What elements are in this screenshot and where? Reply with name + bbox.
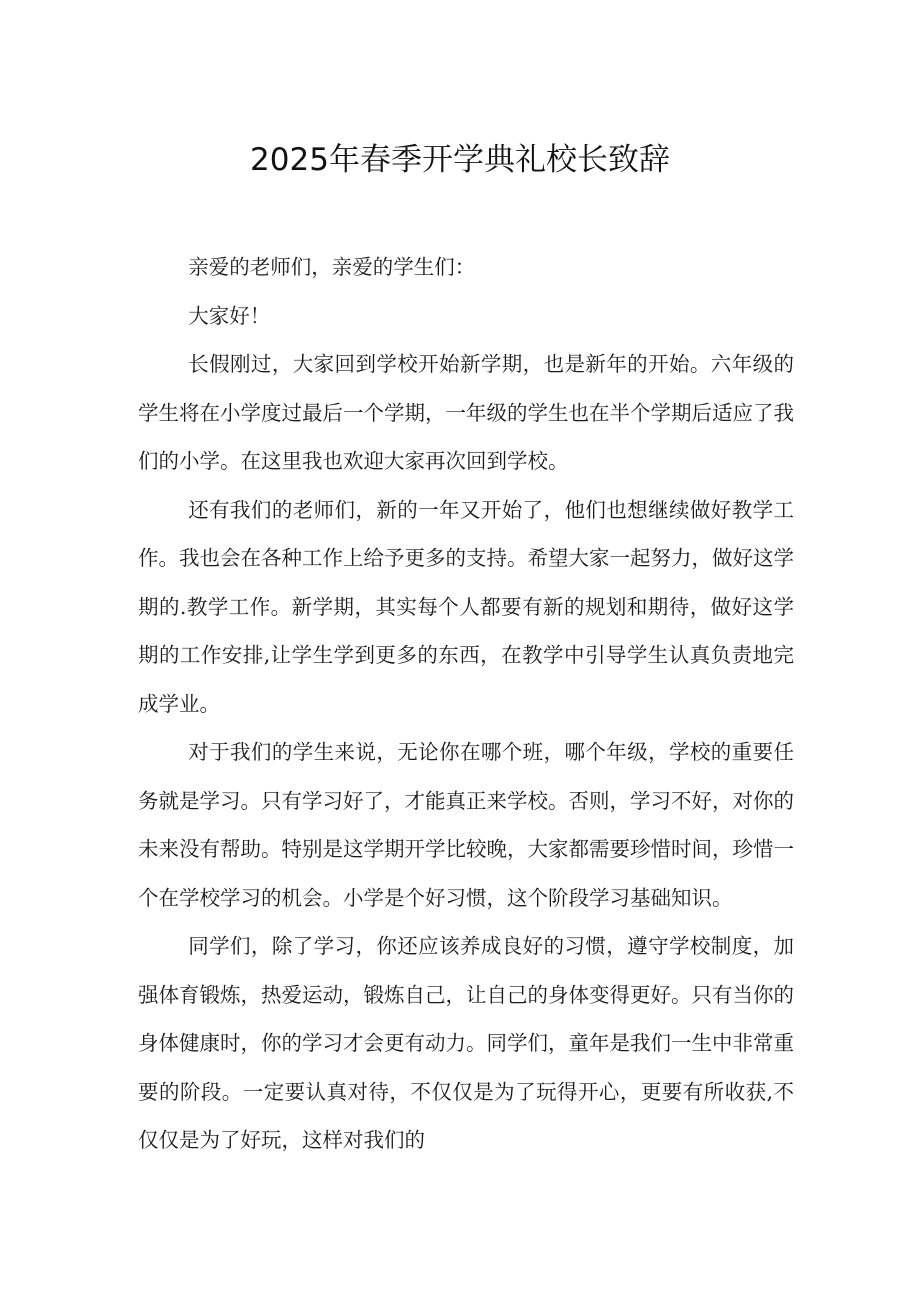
body-paragraph: 同学们，除了学习，你还应该养成良好的习惯，遵守学校制度，加强体育锻炼，热爱运动，锻炼自己，让自己的身体变得更好。只有当你的身体健康时，你的学习才会更有动力。同学们，童年是我们一生中非常重要的阶段。一定要认真对待，不仅仅是为了玩得开心，更要有所收获,不仅仅是为了好玩，这样对我们的 <box>138 934 794 1152</box>
document-body <box>138 243 794 1165</box>
body-paragraph: 还有我们的老师们，新的一年又开始了，他们也想继续做好教学工作。我也会在各种工作上给予更多的支持。希望大家一起努力，做好这学期的.教学工作。新学期，其实每个人都要有新的规划和期待，做好这学期的工作安排,让学生学到更多的东西，在教学中引导学生认真负责地完成学业。 <box>138 497 794 716</box>
salutation: 亲爱的老师们，亲爱的学生们： <box>188 255 476 279</box>
body-paragraph: 长假刚过，大家回到学校开始新学期，也是新年的开始。六年级的学生将在小学度过最后一个学期，一年级的学生也在半个学期后适应了我们的小学。在这里我也欢迎大家再次回到学校。 <box>138 352 794 473</box>
document-title: 2025年春季开学典礼校长致辞 <box>250 142 670 178</box>
body-paragraph: 对于我们的学生来说，无论你在哪个班，哪个年级，学校的重要任务就是学习。只有学习好了，才能真正来学校。否则，学习不好，对你的未来没有帮助。特别是这学期开学比较晚，大家都需要珍惜时间，珍惜一个在学校学习的机会。小学是个好习惯，这个阶段学习基础知识。 <box>138 740 794 910</box>
greeting: 大家好！ <box>188 303 271 328</box>
